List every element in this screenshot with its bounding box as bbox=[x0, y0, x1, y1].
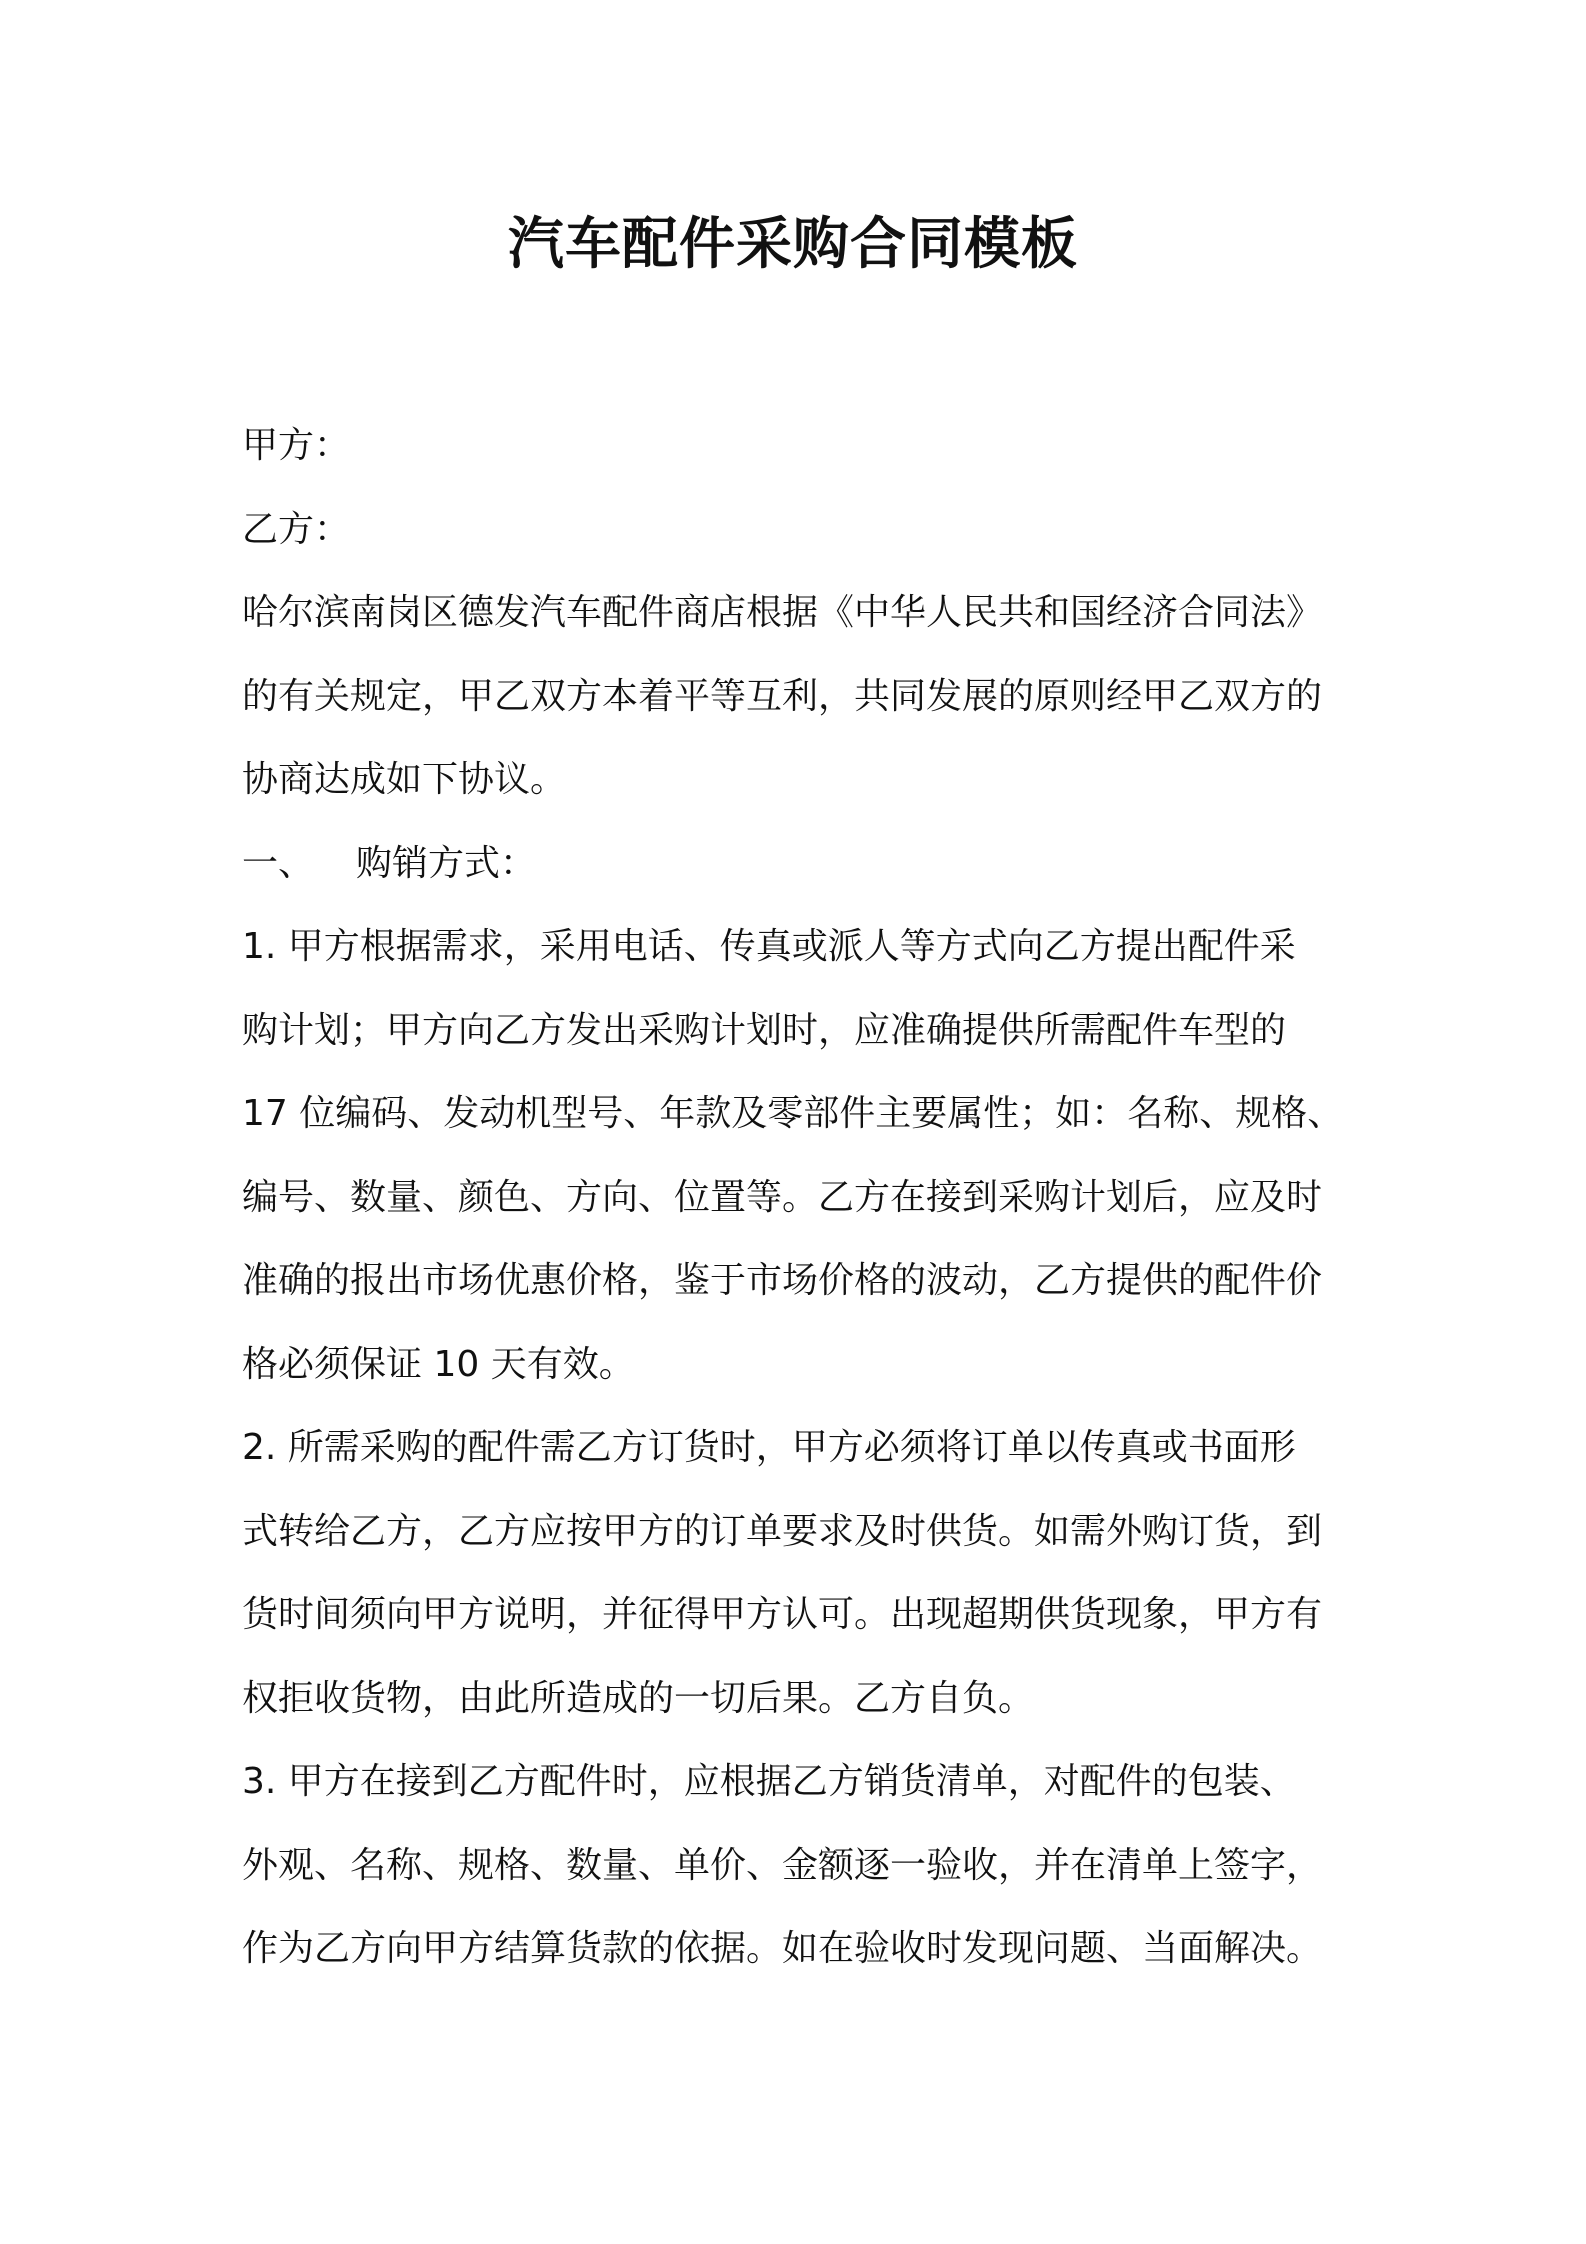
document-body bbox=[242, 404, 1362, 1991]
section-heading bbox=[242, 822, 1362, 906]
section-title: 购销方式： bbox=[356, 842, 537, 884]
intro-line: 哈尔滨南岗区德发汽车配件商店根据《中华人民共和国经济合同法》 bbox=[242, 592, 1323, 633]
document-title: 汽车配件采购合同模板 bbox=[508, 212, 1078, 277]
clause-line: 1. 甲方根据需求，采用电话、传真或派人等方式向乙方提出配件采 bbox=[242, 926, 1296, 967]
clause-line: 外观、名称、规格、数量、单价、金额逐一验收，并在清单上签字， bbox=[242, 1844, 1323, 1886]
clause-line: 格必须保证 10 天有效。 bbox=[242, 1343, 635, 1385]
clause-line: 货时间须向甲方说明，并征得甲方认可。出现超期供货现象，甲方有 bbox=[242, 1594, 1323, 1635]
clause-line: 权拒收货物，由此所造成的一切后果。乙方自负。 bbox=[242, 1677, 1035, 1719]
clause-line: 17 位编码、发动机型号、年款及零部件主要属性；如：名称、规格、 bbox=[242, 1093, 1344, 1134]
clause-line: 2. 所需采购的配件需乙方订货时，甲方必须将订单以传真或书面形 bbox=[242, 1427, 1296, 1468]
clause-line: 编号、数量、颜色、方向、位置等。乙方在接到采购计划后，应及时 bbox=[242, 1176, 1323, 1218]
clause-line: 购计划；甲方向乙方发出采购计划时，应准确提供所需配件车型的 bbox=[242, 1009, 1287, 1051]
clause-line: 式转给乙方，乙方应按甲方的订单要求及时供货。如需外购订货，到 bbox=[242, 1510, 1323, 1552]
clause-line: 准确的报出市场优惠价格，鉴于市场价格的波动，乙方提供的配件价 bbox=[242, 1260, 1323, 1301]
party-b-label: 乙方： bbox=[242, 508, 351, 550]
intro-line: 的有关规定，甲乙双方本着平等互利，共同发展的原则经甲乙双方的 bbox=[242, 675, 1323, 717]
clause-line: 作为乙方向甲方结算货款的依据。如在验收时发现问题、当面解决。 bbox=[242, 1928, 1323, 1969]
intro-line: 协商达成如下协议。 bbox=[242, 759, 567, 800]
clause-line: 3. 甲方在接到乙方配件时，应根据乙方销货清单，对配件的包装、 bbox=[242, 1761, 1296, 1802]
party-a-label: 甲方： bbox=[242, 425, 351, 466]
section-number: 一、 bbox=[242, 842, 315, 884]
